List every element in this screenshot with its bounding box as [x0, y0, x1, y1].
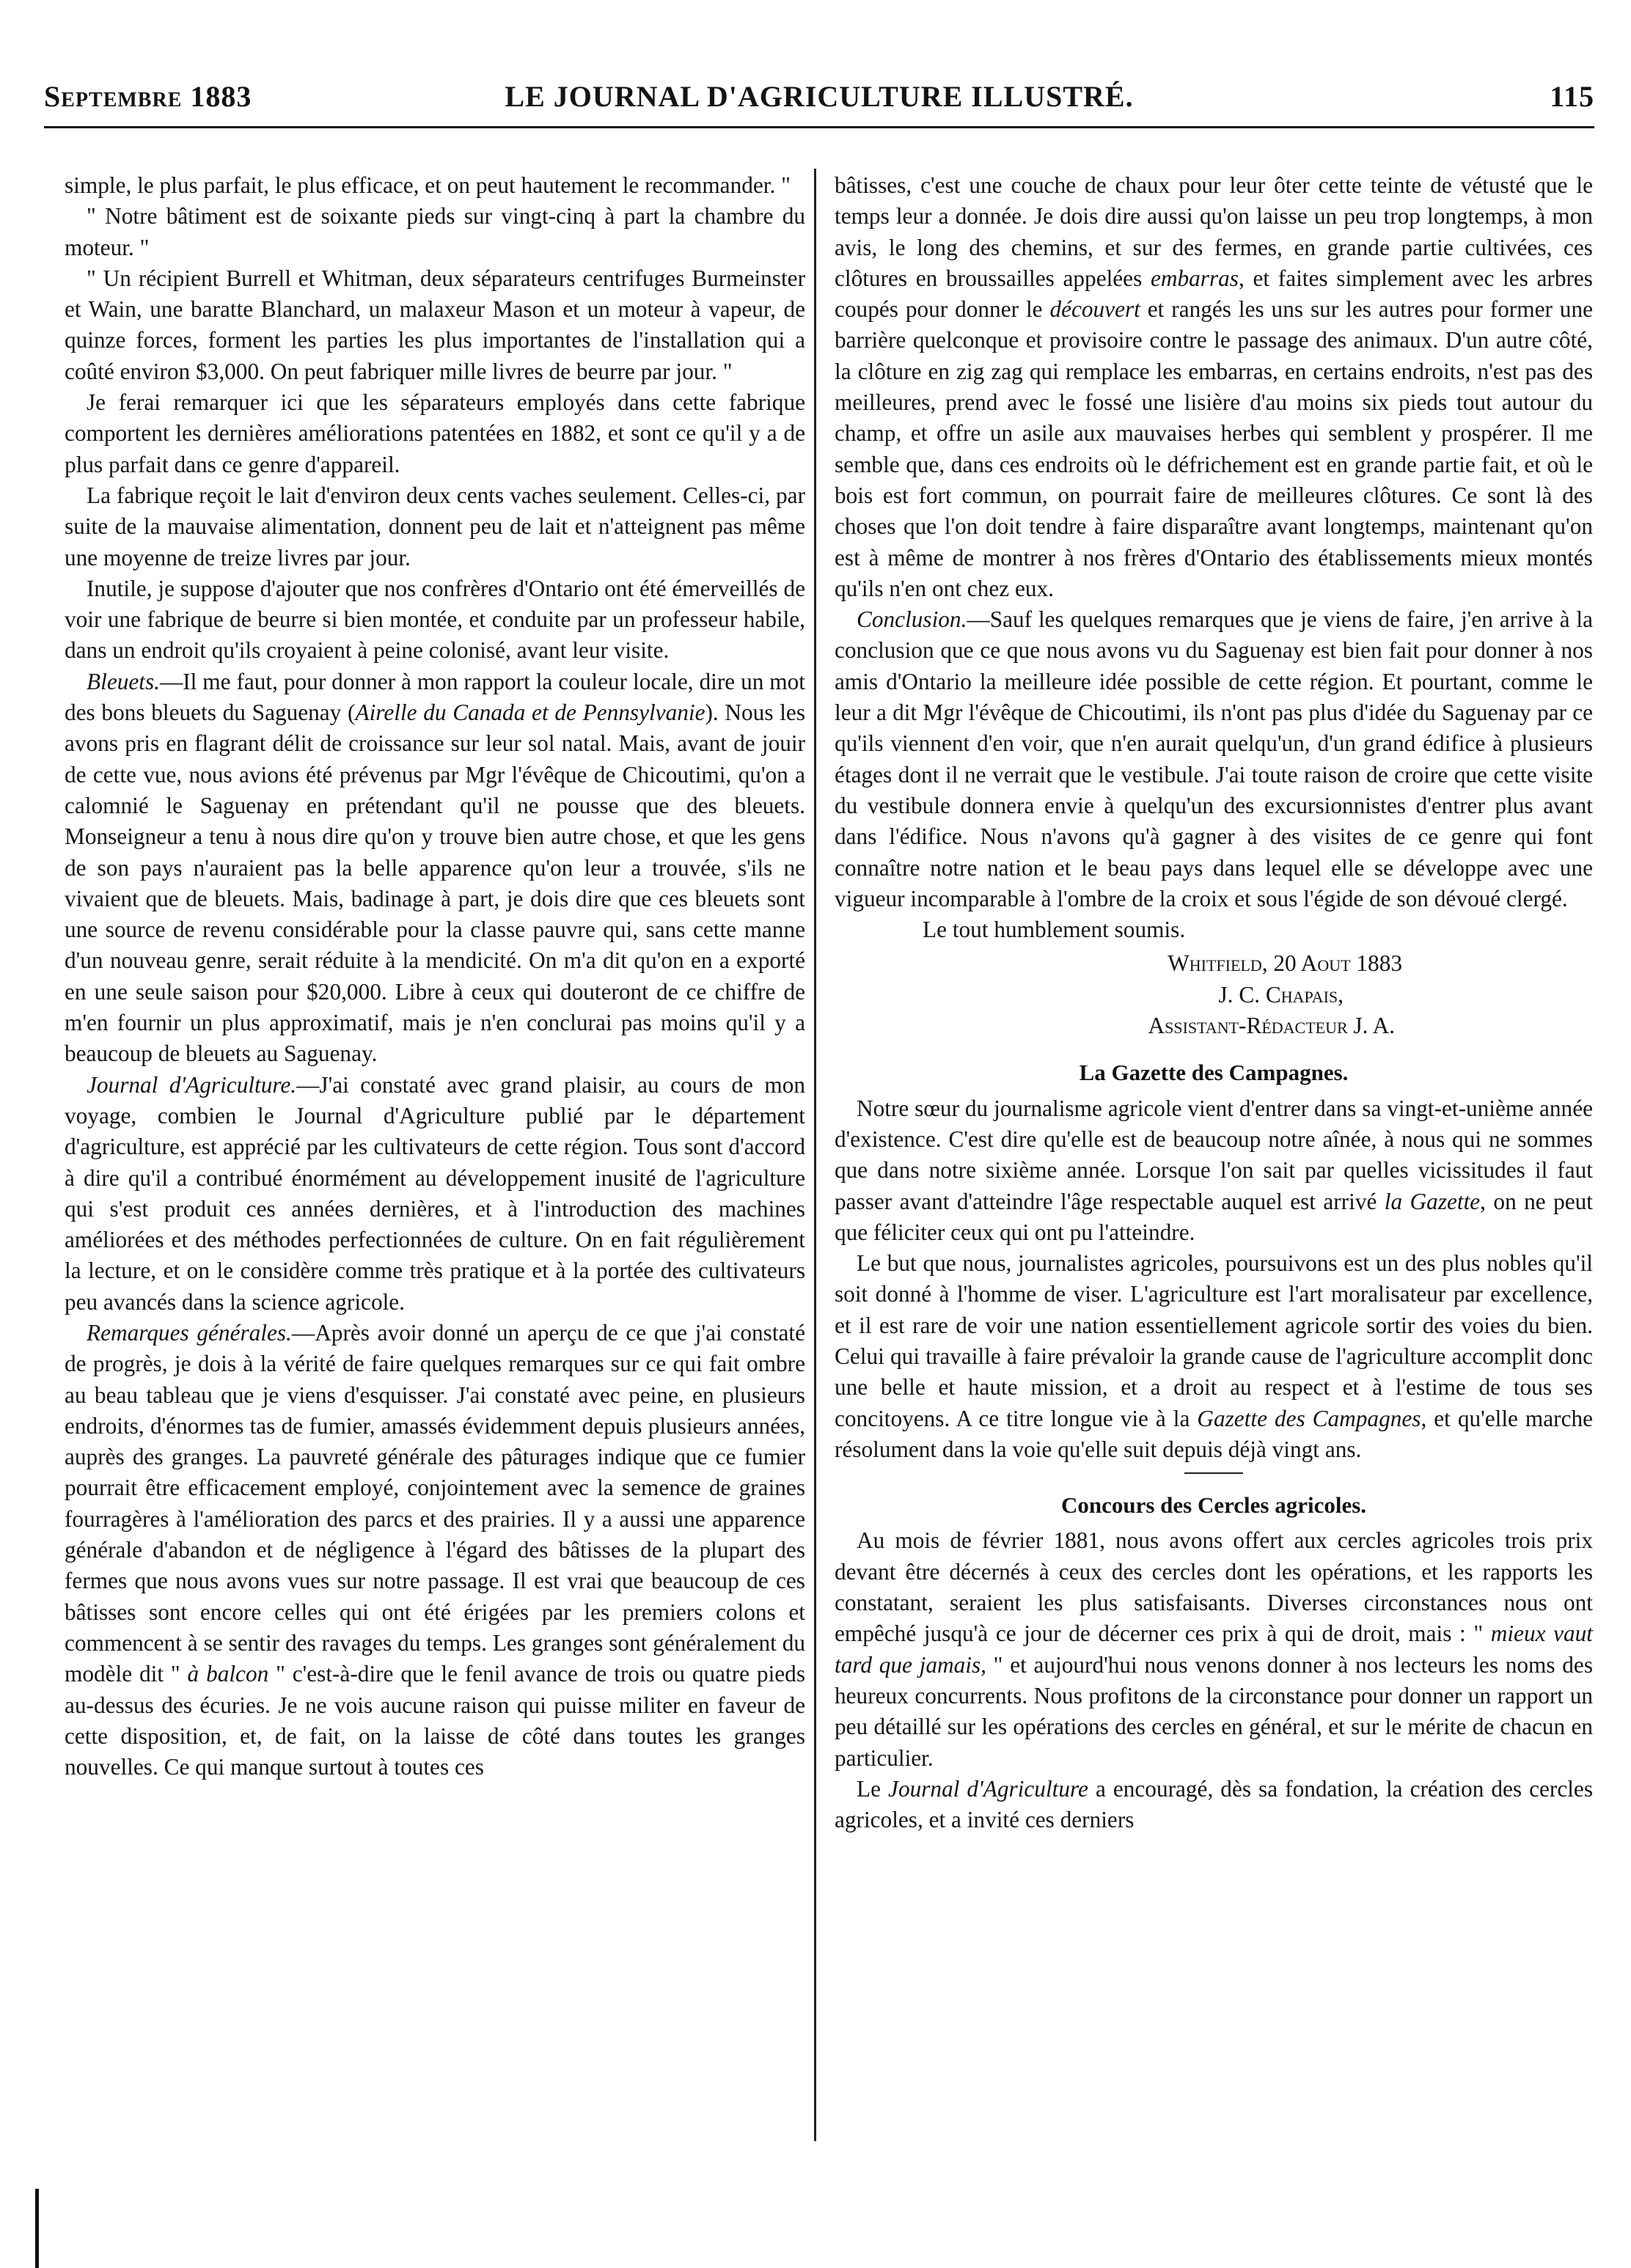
paragraph: " Un récipient Burrell et Whitman, deux séparateurs centrifuges Burmeinster et Wain, une baratte Blanchard, un malaxeur Mason et un moteur à vapeur, de quinze forces, forment les parties les plus importantes de l'installation qui a coûté environ $3,000. On peut fabriquer mille livres de beurre par jour. ": [65, 265, 805, 384]
binding-margin-mark: [35, 2189, 39, 2268]
section-lead: Remarques générales.: [87, 1319, 292, 1346]
signature-name: J. C. Chapais,: [1218, 981, 1344, 1008]
page-number: 115: [1550, 80, 1594, 113]
paragraph-conclusion: Conclusion.—Sauf les quelques remarques que je viens de faire, j'en arrive à la conclusion que ce que nous avons vu du Saguenay est bien fait pour donner à nos amis d'Ontario la meilleure idée possible de cette région. Et pourtant, comme le leur a dit Mgr l'évêque de Chicoutimi, ils n'ont pas plus d'idée du Saguenay par ce qu'ils viennent d'en voir, que n'en aurait quelqu'un, d'un grand édifice à plusieurs étages dont il ne verrait que le vestibule. J'ai toute raison de croire que cette visite du vestibule donnera envie à quelqu'un des excursionnistes d'entrer plus avant dans l'édifice. Nous n'avons qu'à gagner à des visites de ce genre qui font connaître notre nation et le beau pays dans lequel elle se développe avec une vigueur incomparable à l'ombre de la croix et sous l'égide de son dévoué clergé.: [835, 606, 1593, 911]
paragraph: bâtisses, c'est une couche de chaux pour leur ôter cette teinte de vétusté que le temps leur a donnée. Je dois dire aussi qu'on laisse un peu trop longtemps, à mon avis, le long des chemins, et sur des fermes, en grande partie cultivées, ces clôtures en broussailles appelées embarras, et faites simplement avec les arbres coupés pour donner le découvert et rangés les uns sur les autres pour former une barrière quelconque et provisoire contre le passage des animaux. D'un autre côté, la clôture en zig zag qui remplace les embarras, en certains endroits, n'est pas des meilleures, prend avec le fossé une lisière d'au moins six pieds tout autour du champ, et offre un asile aux mauvaises herbes qui semblent y prospérer. Il me semble que, dans ces endroits où le défrichement est en grande partie fait, et où le bois est fort commun, on pourrait faire de meilleures clôtures. Ce sont là des choses que l'on doit tendre à faire disparaître avant longtemps, maintenant qu'on est à même de montrer à nos frères d'Ontario des établissements mieux montés qu'ils n'en ont chez eux.: [835, 172, 1593, 601]
paragraph-journal: Journal d'Agriculture.—J'ai constaté avec grand plaisir, au cours de mon voyage, combien le Journal d'Agriculture publié par le département d'agriculture, est apprécié par les cultivateurs de cette région. Tous sont d'accord à dire qu'il a contribué énormément au développement inusité de l'agriculture qui s'est produit ces années dernières, et à l'introduction des machines améliorées et des méthodes perfectionnées de culture. On en fait régulièrement la lecture, et on le considère comme très pratique et à la portée des cultivateurs peu avancés dans la science agricole.: [65, 1071, 805, 1315]
paragraph: Je ferai remarquer ici que les séparateurs employés dans cette fabrique comportent les dernières améliorations patentées en 1882, et sont ce qu'il y a de plus parfait dans ce genre d'appareil.: [65, 389, 805, 477]
paragraph-remarques: Remarques générales.—Après avoir donné un aperçu de ce que j'ai constaté de progrès, je dois à la vérité de faire quelques remarques sur ce qui fait ombre au beau tableau que je viens d'esquisser. J'ai constaté avec peine, en plusieurs endroits, d'énormes tas de fumier, amassés évidemment depuis plusieurs années, auprès des granges. La pauvreté générale des pâturages indique que ce fumier pourrait être efficacement employé, conjointement avec la semence de graines fourragères à l'amélioration des parcs et des prairies. Il y a aussi une apparence générale d'abandon et de négligence à l'égard des bâtisses de la plupart des fermes que nous avons vues sur notre passage. Il est vrai que beaucoup de ces bâtisses sont encore celles qui ont été érigées par les premiers colons et commencent à se sentir des ravages du temps. Les granges sont généralement du modèle dit " à balcon " c'est-à-dire que le fenil avance de trois ou quatre pieds au-dessus des écuries. Je ne vois aucune raison qui puisse militer en faveur de cette disposition, et, de fait, on la laisse de côté dans toutes les granges nouvelles. Ce qui manque surtout à toutes ces: [65, 1319, 805, 1780]
right-column: [835, 170, 1593, 1835]
signature-role: Assistant-Rédacteur J. A.: [1148, 1013, 1395, 1039]
paragraph: " Notre bâtiment est de soixante pieds sur vingt-cinq à part la chambre du moteur. ": [65, 203, 805, 260]
header-date: Septembre 1883: [44, 80, 252, 113]
page-header: [44, 79, 1594, 123]
paragraph: La fabrique reçoit le lait d'environ deux cents vaches seulement. Celles-ci, par suite de la mauvaise alimentation, donnent peu de lait et n'atteignent pas même une moyenne de treize livres par jour.: [65, 482, 805, 570]
closing-line: Le tout humblement soumis.: [923, 917, 1186, 943]
paragraph: Notre sœur du journalisme agricole vient d'entrer dans sa vingt-et-unième année d'existence. C'est dire qu'elle est de beaucoup notre aînée, à nous qui ne sommes que dans notre sixième année. Lorsque l'on sait par quelles vicissitudes il faut passer avant d'atteindre l'âge respectable auquel est arrivé la Gazette, on ne peut que féliciter ceux qui ont pu l'atteindre.: [835, 1095, 1593, 1245]
section-lead: Bleuets.: [87, 668, 160, 694]
section-heading: Concours des Cercles agricoles.: [1060, 1492, 1367, 1519]
column-divider: [814, 169, 816, 2141]
paragraph: simple, le plus parfait, le plus efficace, et on peut hautement le recommander. ": [65, 172, 791, 198]
paragraph-bleuets: Bleuets.—Il me faut, pour donner à mon rapport la couleur locale, dire un mot des bons bleuets du Saguenay (Airelle du Canada et de Pennsylvanie). Nous les avons pris en flagrant délit de croissance sur leur sol natal. Mais, avant de jouir de cette vue, nous avions été prévenus par Mgr l'évêque de Chicoutimi, qu'on a calomnié le Saguenay en prétendant qu'il ne pousse que des bleuets. Monseigneur a tenu à nous dire qu'on y trouve bien autre chose, et que les gens de son pays n'auraient pas la belle apparence qu'on leur a trouvée, s'ils ne vivaient que de bleuets. Mais, badinage à part, je dois dire que ces bleuets sont une source de revenu considérable pour la classe pauvre qui, sans cette manne d'un nouveau genre, serait réduite à la mendicité. On m'a dit qu'on en a exporté en une seule saison pour $20,000. Libre à ceux qui douteront de ce chiffre de m'en fournir un plus approximatif, mais je n'en conclurai pas moins qu'il y a beaucoup de bleuets au Saguenay.: [65, 668, 805, 1067]
left-column: [65, 170, 805, 1783]
signature-place-date: Whitfield, 20 Aout 1883: [1168, 950, 1402, 977]
header-rule: [44, 126, 1594, 128]
signature-block: [835, 948, 1593, 1041]
paragraph: Le but que nous, journalistes agricoles, poursuivons est un des plus nobles qu'il soit donné à l'homme de viser. L'agriculture est l'art moralisateur par excellence, et il est rare de voir une nation essentiellement agricole sortir des voies du bien. Celui qui travaille à faire prévaloir la grande cause de l'agriculture accomplit donc une belle et haute mission, et a droit au respect et à l'estime de tous ses concitoyens. A ce titre longue vie à la Gazette des Campagnes, et qu'elle marche résolument dans la voie qu'elle suit depuis déjà vingt ans.: [835, 1250, 1593, 1462]
section-heading: La Gazette des Campagnes.: [1079, 1060, 1349, 1086]
journal-title: LE JOURNAL D'AGRICULTURE ILLUSTRÉ.: [505, 80, 1134, 113]
paragraph: Au mois de février 1881, nous avons offert aux cercles agricoles trois prix devant être décernés à ceux des cercles dont les opérations, et les rapports les constatant, seraient les plus satisfaisants. Diverses circonstances nous ont empêché jusqu'à ce jour de décerner ces prix à qui de droit, mais : " mieux vaut tard que jamais, " et aujourd'hui nous venons donner à nos lecteurs les noms des heureux concurrents. Nous profitons de la circonstance pour donner un rapport un peu détaillé sur les opérations des cercles en général, et sur le mérite de chacun en particulier.: [835, 1527, 1593, 1771]
section-lead: Journal d'Agriculture.: [87, 1071, 297, 1098]
paragraph: Inutile, je suppose d'ajouter que nos confrères d'Ontario ont été émerveillés de voir une fabrique de beurre si bien montée, et conduite par un professeur habile, dans un endroit qu'ils croyaient à peine colonisé, avant leur visite.: [65, 575, 805, 664]
section-lead: Conclusion.: [857, 606, 967, 633]
paragraph: Le Journal d'Agriculture a encouragé, dès sa fondation, la création des cercles agricoles, et a invité ces derniers: [835, 1775, 1593, 1833]
section-divider: [1184, 1472, 1243, 1474]
